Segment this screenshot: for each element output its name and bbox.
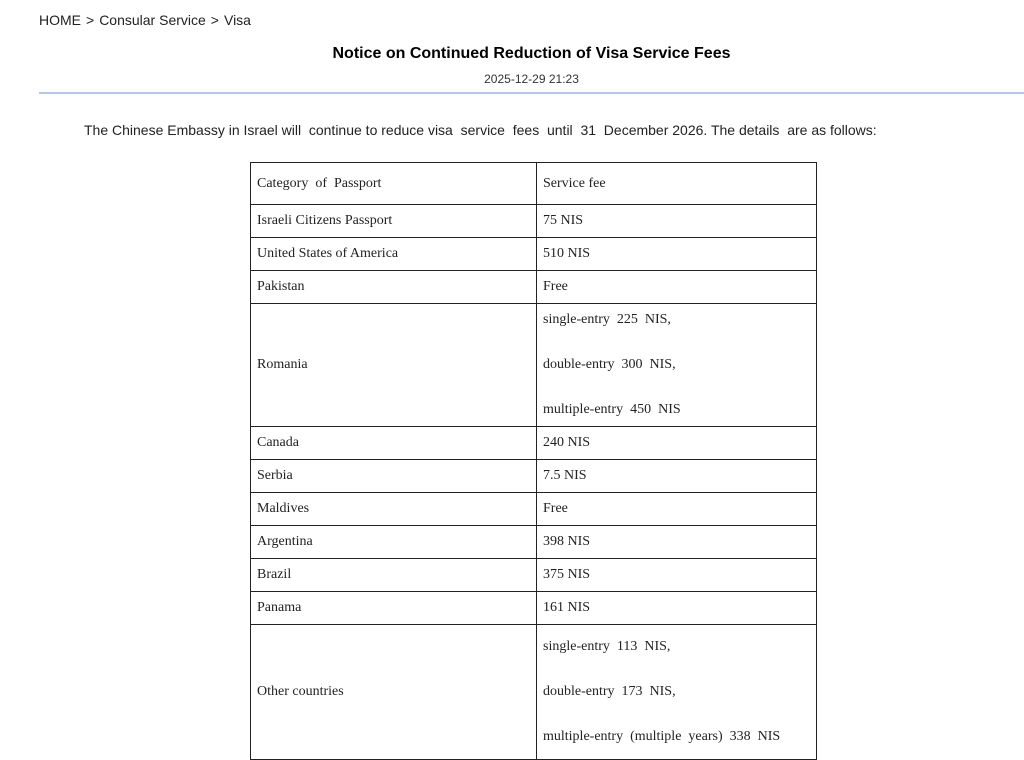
fee-line: multiple-entry 450 NIS xyxy=(543,402,681,417)
service-fee-table xyxy=(250,162,817,760)
article-intro: The Chinese Embassy in Israel will continue to reduce visa service fees until 31 December 2026. The details are as follows: xyxy=(84,122,877,138)
fee-cell-multi xyxy=(537,625,817,760)
table-header-row xyxy=(251,163,817,205)
breadcrumb-visa-link[interactable]: Visa xyxy=(223,12,251,28)
fee-cell: 161 NIS xyxy=(537,592,817,625)
table-row xyxy=(251,493,817,526)
table-row xyxy=(251,592,817,625)
table-row xyxy=(251,427,817,460)
table-row xyxy=(251,526,817,559)
article-date: 2025-12-29 21:23 xyxy=(484,72,579,86)
category-cell: Brazil xyxy=(251,559,537,592)
fee-cell: 7.5 NIS xyxy=(537,460,817,493)
fee-line: multiple-entry (multiple years) 338 NIS xyxy=(543,729,781,744)
breadcrumb-separator: > xyxy=(210,12,219,28)
category-cell: Israeli Citizens Passport xyxy=(251,205,537,238)
fee-cell: 75 NIS xyxy=(537,205,817,238)
breadcrumb-consular-link[interactable]: Consular Service xyxy=(99,12,206,28)
table-row xyxy=(251,238,817,271)
table-row xyxy=(251,271,817,304)
category-cell: Panama xyxy=(251,592,537,625)
category-cell: Canada xyxy=(251,427,537,460)
table-row xyxy=(251,205,817,238)
category-cell: Maldives xyxy=(251,493,537,526)
table-row xyxy=(251,625,817,760)
category-cell: Romania xyxy=(251,304,537,427)
breadcrumb xyxy=(39,11,251,29)
article-title: Notice on Continued Reduction of Visa Service Fees xyxy=(332,45,731,62)
fee-cell: 240 NIS xyxy=(537,427,817,460)
table-row xyxy=(251,304,817,427)
header-fee-cell: Service fee xyxy=(537,163,817,205)
breadcrumb-home-link[interactable]: HOME xyxy=(39,12,81,28)
fee-line: single-entry 225 NIS, xyxy=(543,312,671,327)
table-row xyxy=(251,460,817,493)
fee-cell: 510 NIS xyxy=(537,238,817,271)
fee-cell: 375 NIS xyxy=(537,559,817,592)
category-cell: Pakistan xyxy=(251,271,537,304)
category-cell: Other countries xyxy=(251,625,537,760)
category-cell: United States of America xyxy=(251,238,537,271)
table-row xyxy=(251,559,817,592)
fee-cell: Free xyxy=(537,493,817,526)
fee-cell-multi xyxy=(537,304,817,427)
header-category-cell: Category of Passport xyxy=(251,163,537,205)
fee-cell: 398 NIS xyxy=(537,526,817,559)
category-cell: Argentina xyxy=(251,526,537,559)
fee-line: double-entry 173 NIS, xyxy=(543,684,676,699)
fee-line: single-entry 113 NIS, xyxy=(543,639,671,654)
title-divider xyxy=(39,92,1024,94)
breadcrumb-separator: > xyxy=(86,12,95,28)
fee-line: double-entry 300 NIS, xyxy=(543,357,676,372)
category-cell: Serbia xyxy=(251,460,537,493)
fee-cell: Free xyxy=(537,271,817,304)
